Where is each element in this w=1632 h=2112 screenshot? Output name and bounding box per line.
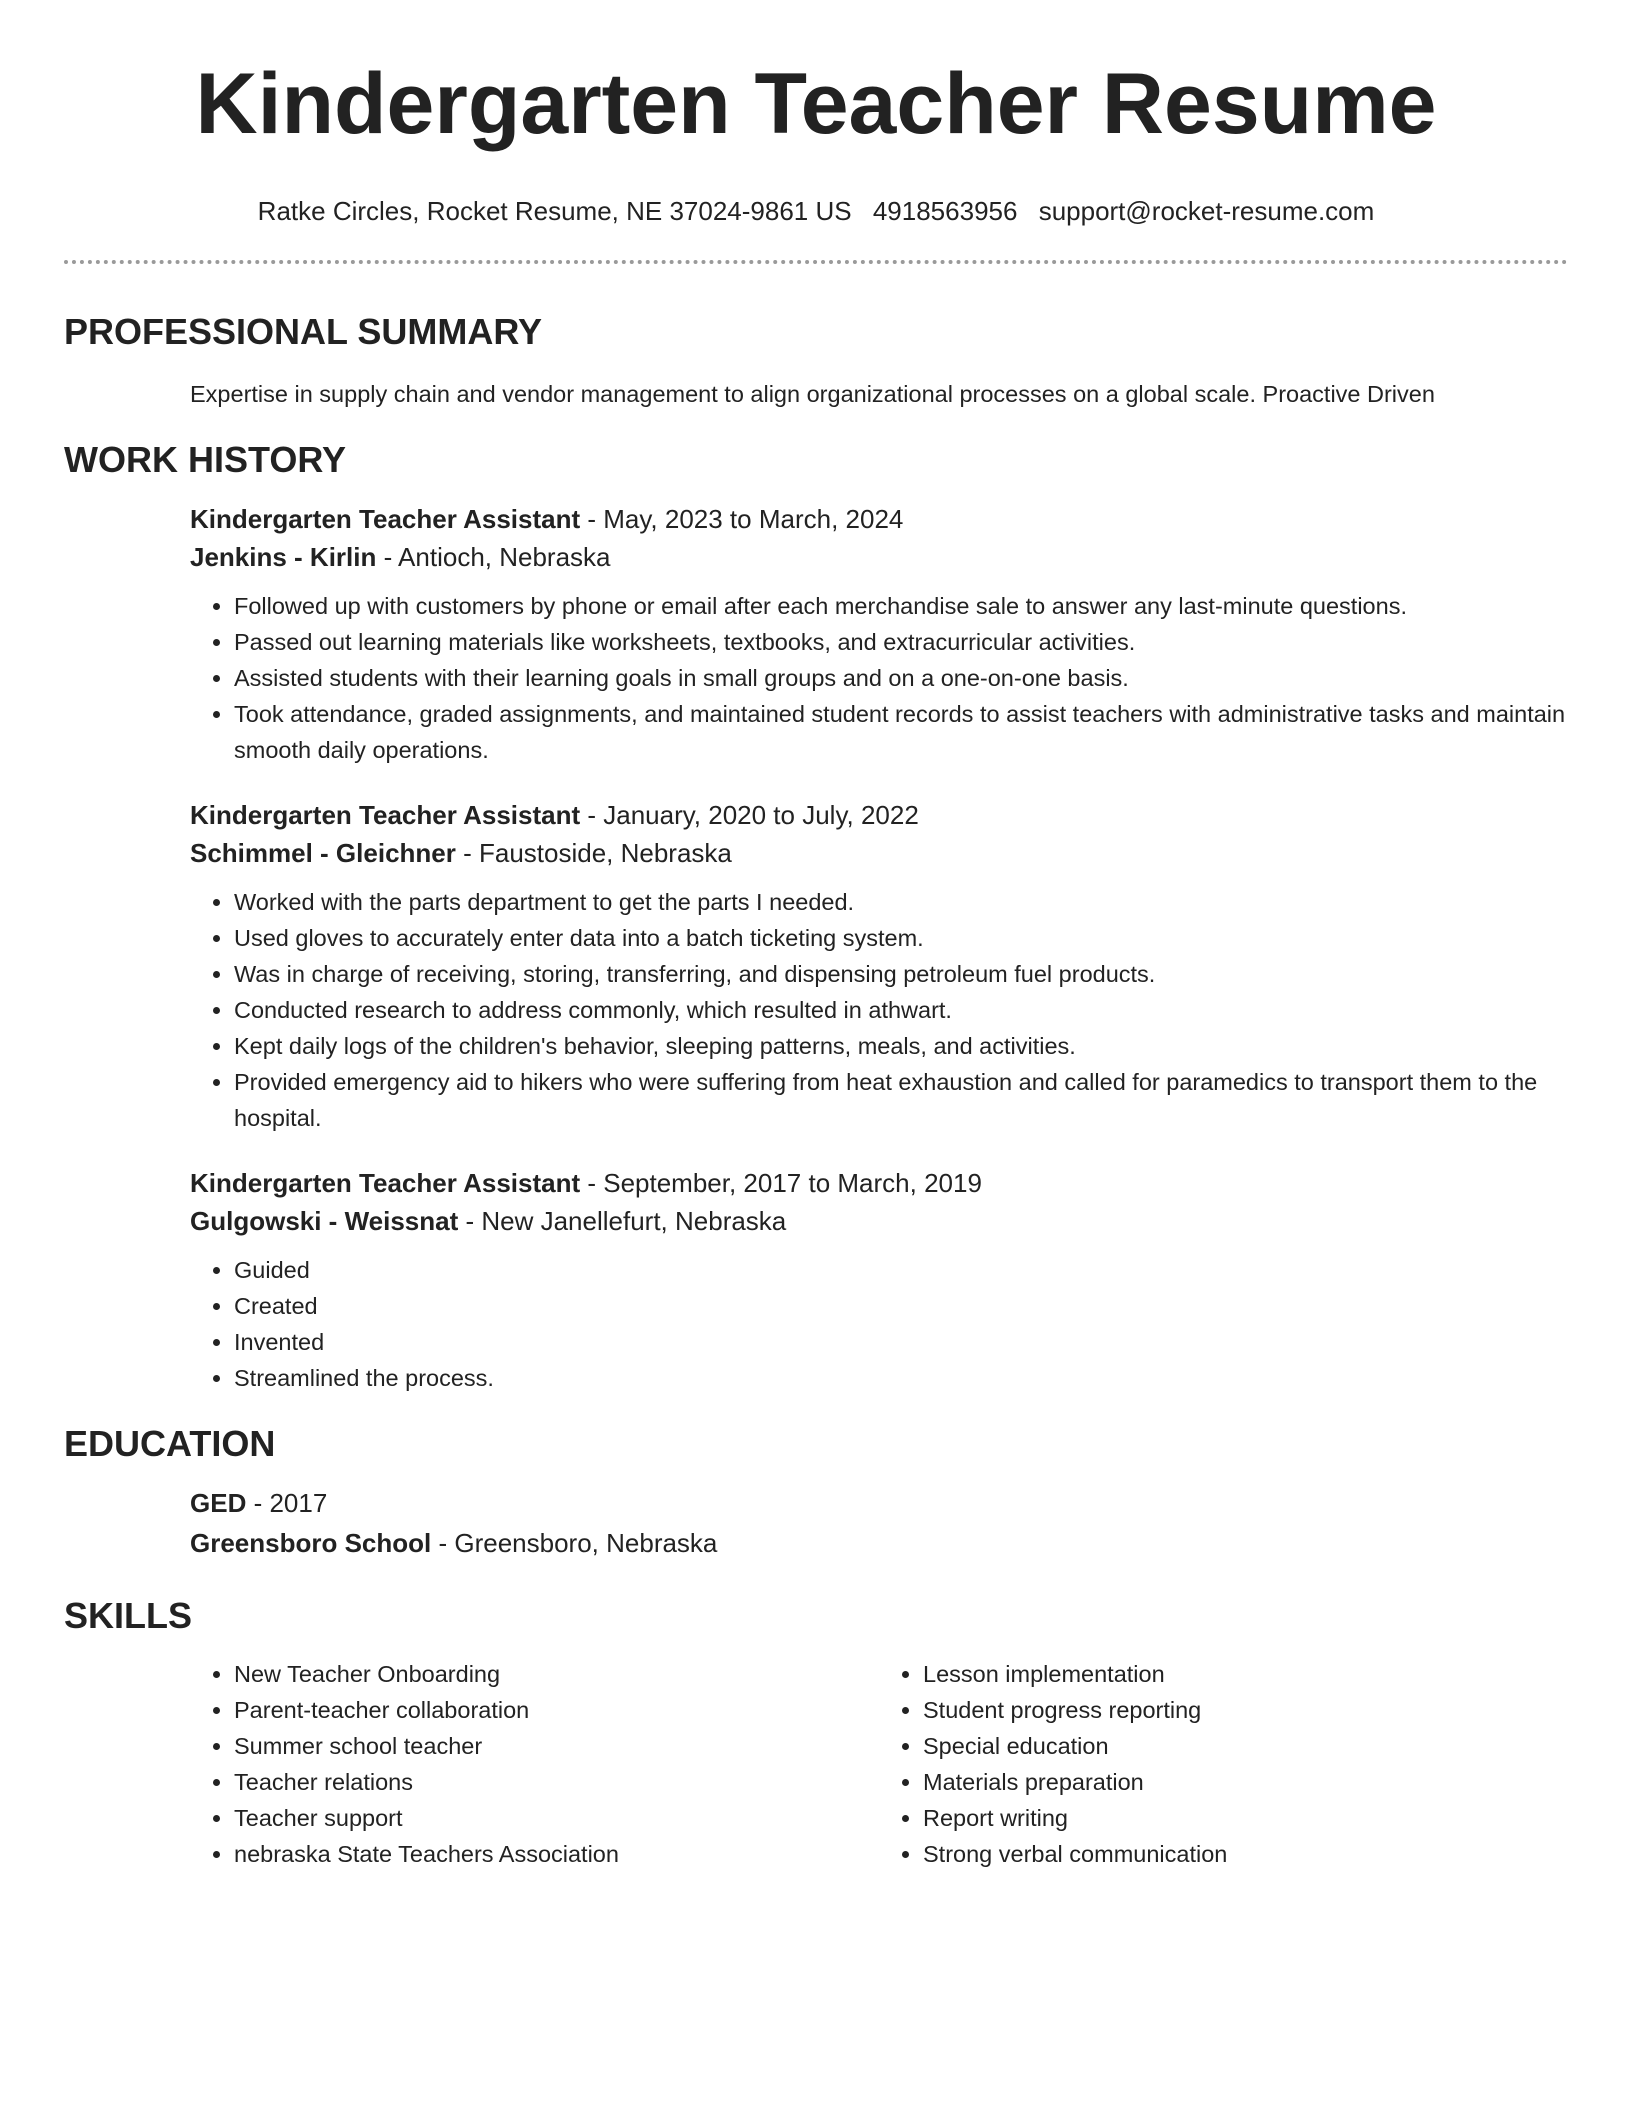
job-dates: - September, 2017 to March, 2019 xyxy=(580,1168,982,1198)
summary-heading: PROFESSIONAL SUMMARY xyxy=(64,311,543,352)
job-bullet: • Guided xyxy=(234,1252,1568,1288)
job-bullet: • Worked with the parts department to get the parts I needed. xyxy=(234,884,1568,920)
summary-section xyxy=(64,378,1568,410)
job-bullet: • Invented xyxy=(234,1324,1568,1360)
education-year: - 2017 xyxy=(246,1488,328,1518)
skill-item: • New Teacher Onboarding xyxy=(234,1656,879,1692)
summary-text: Expertise in supply chain and vendor management to align organizational processes on a global scale. Proactive Driven xyxy=(190,381,1435,407)
skill-item: • Student progress reporting xyxy=(923,1692,1568,1728)
job-company-line xyxy=(190,540,1568,574)
job-bullet: • Streamlined the process. xyxy=(234,1360,1568,1396)
job-bullet: • Followed up with customers by phone or email after each merchandise sale to answer any last-minute questions. xyxy=(234,588,1568,624)
education-location: - Greensboro, Nebraska xyxy=(431,1528,718,1558)
job-location: - New Janellefurt, Nebraska xyxy=(458,1206,787,1236)
skill-item: • Parent-teacher collaboration xyxy=(234,1692,879,1728)
job-dates: - May, 2023 to March, 2024 xyxy=(580,504,904,534)
job-entry xyxy=(190,1166,1568,1396)
skill-item: • Materials preparation xyxy=(923,1764,1568,1800)
skills-section xyxy=(64,1656,1568,1872)
job-bullet: • Kept daily logs of the children's behavior, sleeping patterns, meals, and activities. xyxy=(234,1028,1568,1064)
job-company: Jenkins - Kirlin xyxy=(190,542,377,572)
job-title: Kindergarten Teacher Assistant xyxy=(190,504,581,534)
job-entry xyxy=(190,798,1568,1136)
education-school-line xyxy=(190,1526,1568,1560)
work-history-section xyxy=(64,502,1568,1396)
job-title: Kindergarten Teacher Assistant xyxy=(190,1168,581,1198)
job-bullets xyxy=(190,588,1568,768)
resume-title: Kindergarten Teacher Resume xyxy=(195,56,1437,152)
job-bullet: • Assisted students with their learning goals in small groups and on a one-on-one basis. xyxy=(234,660,1568,696)
education-heading: EDUCATION xyxy=(64,1423,276,1464)
job-bullet: • Provided emergency aid to hikers who were suffering from heat exhaustion and called for paramedics to transport them to the hospital. xyxy=(234,1064,1568,1136)
job-title-line xyxy=(190,798,1568,832)
contact-phone: 4918563956 xyxy=(872,196,1018,226)
header-divider xyxy=(64,260,1568,264)
skills-list-right xyxy=(879,1656,1568,1872)
contact-email: support@rocket-resume.com xyxy=(1038,196,1375,226)
job-company-line xyxy=(190,1204,1568,1238)
education-degree-line xyxy=(190,1486,1568,1520)
job-title-line xyxy=(190,502,1568,536)
job-location: - Antioch, Nebraska xyxy=(376,542,611,572)
job-title: Kindergarten Teacher Assistant xyxy=(190,800,581,830)
skill-item: • Teacher relations xyxy=(234,1764,879,1800)
job-dates: - January, 2020 to July, 2022 xyxy=(580,800,919,830)
job-bullets xyxy=(190,884,1568,1136)
skill-item: • Special education xyxy=(923,1728,1568,1764)
skill-item: • Summer school teacher xyxy=(234,1728,879,1764)
job-bullet: • Used gloves to accurately enter data into a batch ticketing system. xyxy=(234,920,1568,956)
education-degree: GED xyxy=(190,1488,247,1518)
skill-item: • nebraska State Teachers Association xyxy=(234,1836,879,1872)
education-school: Greensboro School xyxy=(190,1528,432,1558)
skill-item: • Lesson implementation xyxy=(923,1656,1568,1692)
skill-item: • Teacher support xyxy=(234,1800,879,1836)
job-title-line xyxy=(190,1166,1568,1200)
skill-item: • Strong verbal communication xyxy=(923,1836,1568,1872)
skills-heading: SKILLS xyxy=(64,1595,193,1636)
job-company: Schimmel - Gleichner xyxy=(190,838,456,868)
skill-item: • Report writing xyxy=(923,1800,1568,1836)
job-company-line xyxy=(190,836,1568,870)
job-bullet: • Passed out learning materials like worksheets, textbooks, and extracurricular activities. xyxy=(234,624,1568,660)
job-company: Gulgowski - Weissnat xyxy=(190,1206,459,1236)
job-entry xyxy=(190,502,1568,768)
job-bullet: • Created xyxy=(234,1288,1568,1324)
job-bullets xyxy=(190,1252,1568,1396)
contact-line xyxy=(64,194,1568,228)
skills-grid xyxy=(190,1656,1568,1872)
skills-list-left xyxy=(190,1656,879,1872)
contact-address: Ratke Circles, Rocket Resume, NE 37024-9861 US xyxy=(257,196,852,226)
education-section xyxy=(64,1486,1568,1560)
work-history-heading: WORK HISTORY xyxy=(64,439,347,480)
job-bullet: • Was in charge of receiving, storing, transferring, and dispensing petroleum fuel products. xyxy=(234,956,1568,992)
job-bullet: • Conducted research to address commonly, which resulted in athwart. xyxy=(234,992,1568,1028)
job-location: - Faustoside, Nebraska xyxy=(455,838,732,868)
job-bullet: • Took attendance, graded assignments, and maintained student records to assist teachers with administrative tasks and maintain smooth daily operations. xyxy=(234,696,1568,768)
